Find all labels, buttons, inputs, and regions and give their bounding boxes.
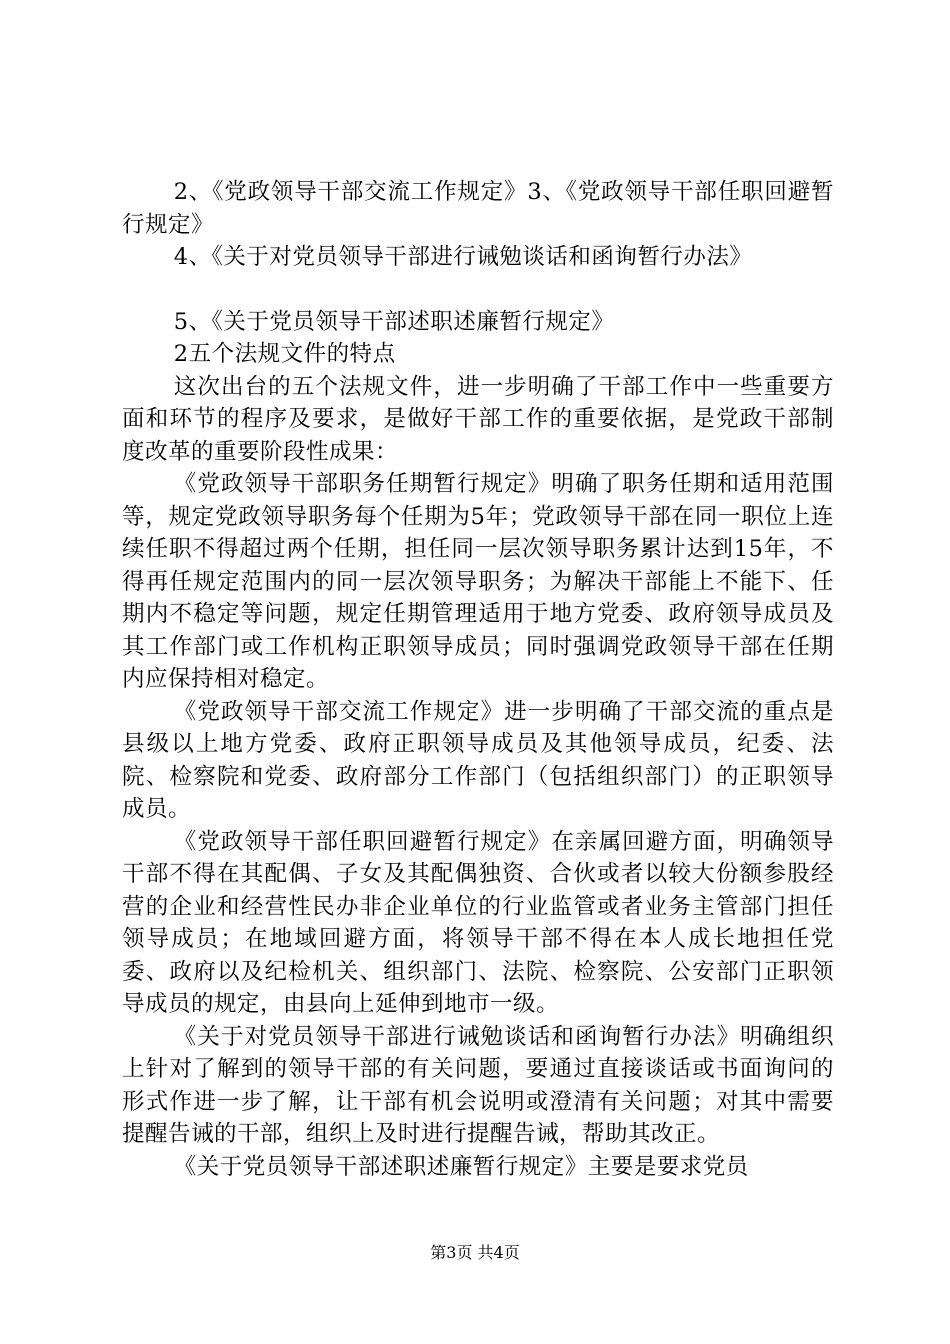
paragraph-admonition-rules: 《关于对党员领导干部进行诫勉谈话和函询暂行办法》明确组织上针对了解到的领导干部的有关问题，要通过直接谈话或书面询问的形式作进一步了解，让干部有机会说明或澄清有关问题；对其中需要提醒告诫的干部，组织上及时进行提醒告诫，帮助其改正。: [122, 1023, 834, 1147]
paragraph-gap: [122, 274, 834, 306]
paragraph-list-item-4: 4、《关于对党员领导干部进行诫勉谈话和函询暂行办法》: [173, 244, 753, 270]
page-number-footer: 第3页 共4页: [430, 1243, 520, 1262]
paragraph-avoidance-rules: 《党政领导干部任职回避暂行规定》在亲属回避方面，明确领导干部不得在其配偶、子女及其配偶独资、合伙或者以较大份额参股经营的企业和经营性民办非企业单位的行业监管或者业务主管部门担任领导成员；在地域回避方面，将领导干部不得在本人成长地担任党委、政府以及纪检机关、组织部门、法院、检察院、公安部门正职领导成员的规定，由县向上延伸到地市一级。: [122, 828, 834, 1017]
paragraph-list-item-2-3: 2、《党政领导干部交流工作规定》3、《党政领导干部任职回避暂行规定》: [122, 179, 834, 238]
paragraph-report-rules: 《关于党员领导干部述职述廉暂行规定》主要是要求党员: [173, 1153, 749, 1180]
paragraph-intro: 这次出台的五个法规文件，进一步明确了干部工作中一些重要方面和环节的程序及要求，是做好干部工作的重要依据，是党政干部制度改革的重要阶段性成果：: [122, 373, 834, 465]
paragraph-exchange-rules: 《党政领导干部交流工作规定》进一步明确了干部交流的重点是县级以上地方党委、政府正职领导成员及其他领导成员，纪委、法院、检察院和党委、政府部分工作部门（包括组织部门）的正职领导成员。: [122, 698, 834, 822]
section-heading: 2五个法规文件的特点: [173, 341, 396, 367]
document-body: [122, 176, 834, 1183]
paragraph-tenure-rules: 《党政领导干部职务任期暂行规定》明确了职务任期和适用范围等，规定党政领导职务每个任期为5年；党政领导干部在同一职位上连续任职不得超过两个任期，担任同一层次领导职务累计达到15年，不得再任规定范围内的同一层次领导职务；为解决干部能上不能下、任期内不稳定等问题，规定任期管理适用于地方党委、政府领导成员及其工作部门或工作机构正职领导成员；同时强调党政领导干部在任期内应保持相对稳定。: [122, 471, 834, 692]
paragraph-list-item-5: 5、《关于党员领导干部述职述廉暂行规定》: [173, 308, 615, 335]
